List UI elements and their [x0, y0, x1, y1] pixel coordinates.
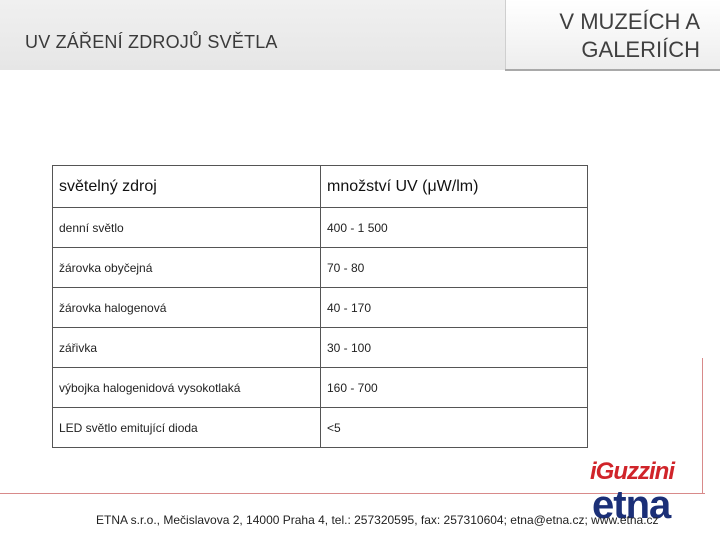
footer-contact: ETNA s.r.o., Mečislavova 2, 14000 Praha 4, tel.: 257320595, fax: 257310604; etna@etna.cz; www.etna.cz	[96, 513, 659, 527]
iguzzini-logo: iGuzzini	[590, 458, 674, 485]
source-cell: zářivka	[53, 328, 321, 368]
uv-value-cell: 70 - 80	[321, 248, 588, 288]
header-uv-amount: množství UV (μW/lm)	[321, 166, 588, 208]
table-row	[53, 408, 588, 448]
header-source: světelný zdroj	[53, 166, 321, 208]
table-header-row	[53, 166, 588, 208]
subtitle-panel-rule	[505, 69, 720, 71]
table-row	[53, 328, 588, 368]
table-row	[53, 248, 588, 288]
table-row	[53, 368, 588, 408]
uv-value-cell: 160 - 700	[321, 368, 588, 408]
uv-value-cell: 30 - 100	[321, 328, 588, 368]
uv-sources-table	[52, 165, 588, 448]
source-cell: výbojka halogenidová vysokotlaká	[53, 368, 321, 408]
source-cell: žárovka obyčejná	[53, 248, 321, 288]
source-cell: LED světlo emitující dioda	[53, 408, 321, 448]
slide-title: UV ZÁŘENÍ ZDROJŮ SVĚTLA	[25, 32, 278, 52]
uv-value-cell: 400 - 1 500	[321, 208, 588, 248]
etna-logo: etna	[592, 483, 671, 527]
uv-value-cell: <5	[321, 408, 588, 448]
table-row	[53, 208, 588, 248]
decorative-vertical-line	[702, 358, 703, 494]
uv-value-cell: 40 - 170	[321, 288, 588, 328]
table-row	[53, 288, 588, 328]
source-cell: žárovka halogenová	[53, 288, 321, 328]
slide-subtitle: V MUZEÍCH A GALERIÍCH	[559, 9, 700, 62]
source-cell: denní světlo	[53, 208, 321, 248]
